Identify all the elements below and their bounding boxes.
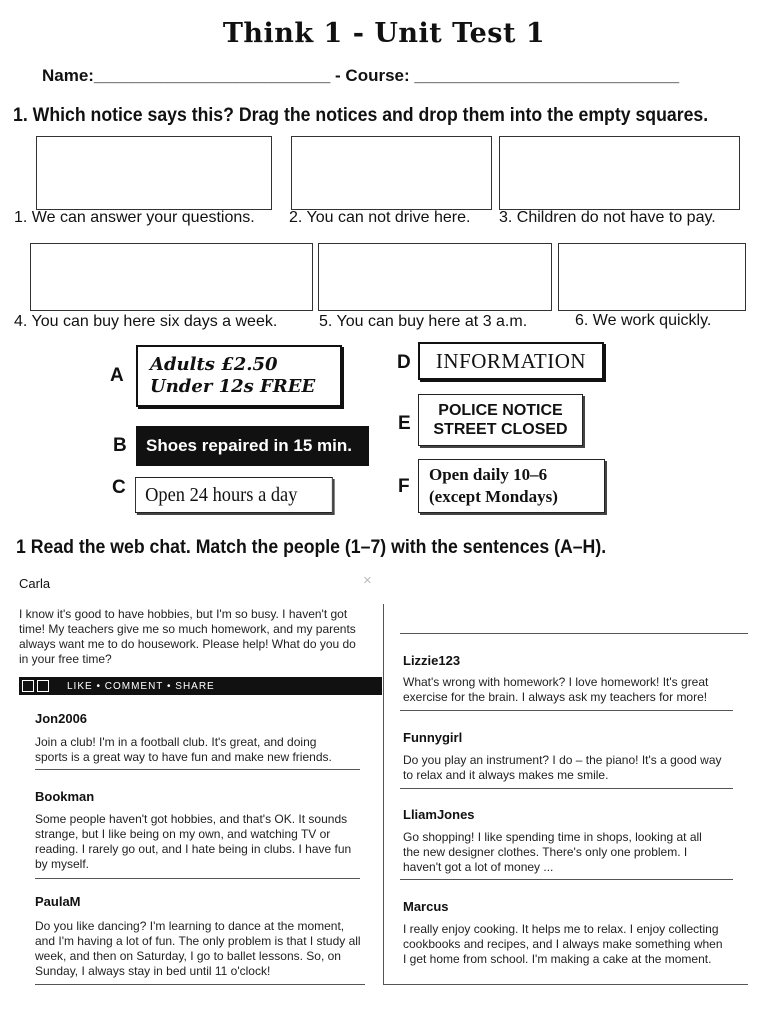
reply-name-jon2006: Jon2006 (35, 711, 88, 726)
notice-b[interactable] (136, 426, 369, 466)
drop-box-2[interactable] (291, 136, 492, 210)
notice-e-line-2: STREET CLOSED (433, 421, 568, 438)
reply-name-funnygirl: Funnygirl (403, 730, 463, 745)
notice-b-line-1: Shoes repaired in 15 min. (146, 436, 352, 455)
notice-d[interactable] (418, 342, 604, 380)
exercise1-instruction: 1. Which notice says this? Drag the notices and drop them into the empty squares. (13, 105, 709, 126)
exercise2-instruction: 1 Read the web chat. Match the people (1–7) with the sentences (A–H). (16, 537, 607, 558)
web-chat (0, 572, 768, 1024)
reply-name-lizzie123: Lizzie123 (403, 653, 461, 668)
statement-6: 6. We work quickly. (575, 312, 712, 329)
statement-2: 2. You can not drive here. (289, 209, 471, 226)
page-title: Think 1 - Unit Test 1 (222, 18, 546, 49)
reply-text-lizzie123: What's wrong with homework? I love homework! It's great exercise for the brain. I always ask my teachers for more! (403, 675, 709, 704)
reply-text-jon2006: Join a club! I'm in a football club. It's great, and doing sports is a great way to have fun and make new friends. (35, 735, 332, 764)
notice-letter-b: B (113, 435, 127, 456)
notice-letter-c: C (112, 477, 126, 498)
reply-text-funnygirl: Do you play an instrument? I do – the piano! It's a good way to relax and it always makes me smile. (403, 753, 722, 782)
divider (35, 984, 365, 985)
drop-box-1[interactable] (36, 136, 272, 210)
divider (400, 879, 733, 880)
comment-icon[interactable] (37, 680, 49, 692)
divider (35, 878, 360, 879)
notice-c[interactable] (135, 477, 333, 513)
post-author-name: Carla (19, 576, 51, 591)
reply-text-bookman: Some people haven't got hobbies, and that's OK. It sounds strange, but I like being on my own, and watching TV or reading. I rarely go out, and I hate being in clubs. I have fun by myself. (35, 812, 352, 871)
notice-c-line-1: Open 24 hours a day (145, 483, 298, 506)
reply-text-lliamjones: Go shopping! I like spending time in shops, looking at all the new designer clothes. There's only one problem. I haven't got a lot of money ... (403, 830, 702, 874)
reply-name-lliamjones: LliamJones (403, 807, 475, 822)
divider (35, 769, 360, 770)
drop-box-4[interactable] (30, 243, 313, 311)
notice-a-line-1: Adults £2.50 (150, 354, 278, 375)
column-divider (383, 604, 384, 984)
divider (400, 710, 733, 711)
statement-4: 4. You can buy here six days a week. (14, 313, 278, 330)
like-comment-share-bar[interactable] (19, 677, 382, 695)
drop-box-5[interactable] (318, 243, 552, 311)
post-text: I know it's good to have hobbies, but I'm so busy. I haven't got time! My teachers give me so much homework, and my parents always want me to do housework. Please help! What do you do in your free time? (19, 607, 356, 666)
divider (400, 788, 733, 789)
reply-text-marcus: I really enjoy cooking. It helps me to relax. I enjoy collecting cookbooks and recipes, and I always make something when I get home from school. I'm making a cake at the moment. (403, 922, 723, 966)
notice-letter-e: E (398, 413, 411, 434)
close-icon[interactable]: × (363, 572, 372, 589)
like-bar-label: LIKE • COMMENT • SHARE (67, 680, 215, 692)
reply-text-paulam: Do you like dancing? I'm learning to dance at the moment, and I'm having a lot of fun. The only problem is that I study all week, and then on Saturday, I go to ballet lessons. So, on Sunday, I always stay in bed until 11 o'clock! (35, 919, 361, 978)
like-icon[interactable] (22, 680, 34, 692)
drop-box-3[interactable] (499, 136, 740, 210)
reply-name-bookman: Bookman (35, 789, 95, 804)
statement-3: 3. Children do not have to pay. (499, 209, 716, 226)
reply-name-paulam: PaulaM (35, 894, 81, 909)
notice-f-line-2: (except Mondays) (429, 487, 558, 506)
notice-e[interactable] (418, 394, 583, 446)
drop-box-6[interactable] (558, 243, 746, 311)
statement-5: 5. You can buy here at 3 a.m. (319, 313, 528, 330)
divider (383, 984, 748, 985)
name-course-line: Name:_________________________ - Course: ____________________________ (42, 66, 680, 85)
notice-f-line-1: Open daily 10–6 (429, 465, 548, 484)
notice-a[interactable] (136, 345, 342, 407)
notice-a-line-2: Under 12s FREE (150, 376, 316, 397)
notice-letter-d: D (397, 352, 411, 373)
statement-1: 1. We can answer your questions. (14, 209, 255, 226)
notice-d-line-1: INFORMATION (435, 348, 587, 373)
notice-letter-a: A (110, 365, 124, 386)
notice-f[interactable] (418, 459, 605, 513)
notice-e-line-1: POLICE NOTICE (438, 402, 563, 419)
divider (400, 633, 748, 634)
notice-letter-f: F (398, 476, 410, 497)
reply-name-marcus: Marcus (403, 899, 449, 914)
